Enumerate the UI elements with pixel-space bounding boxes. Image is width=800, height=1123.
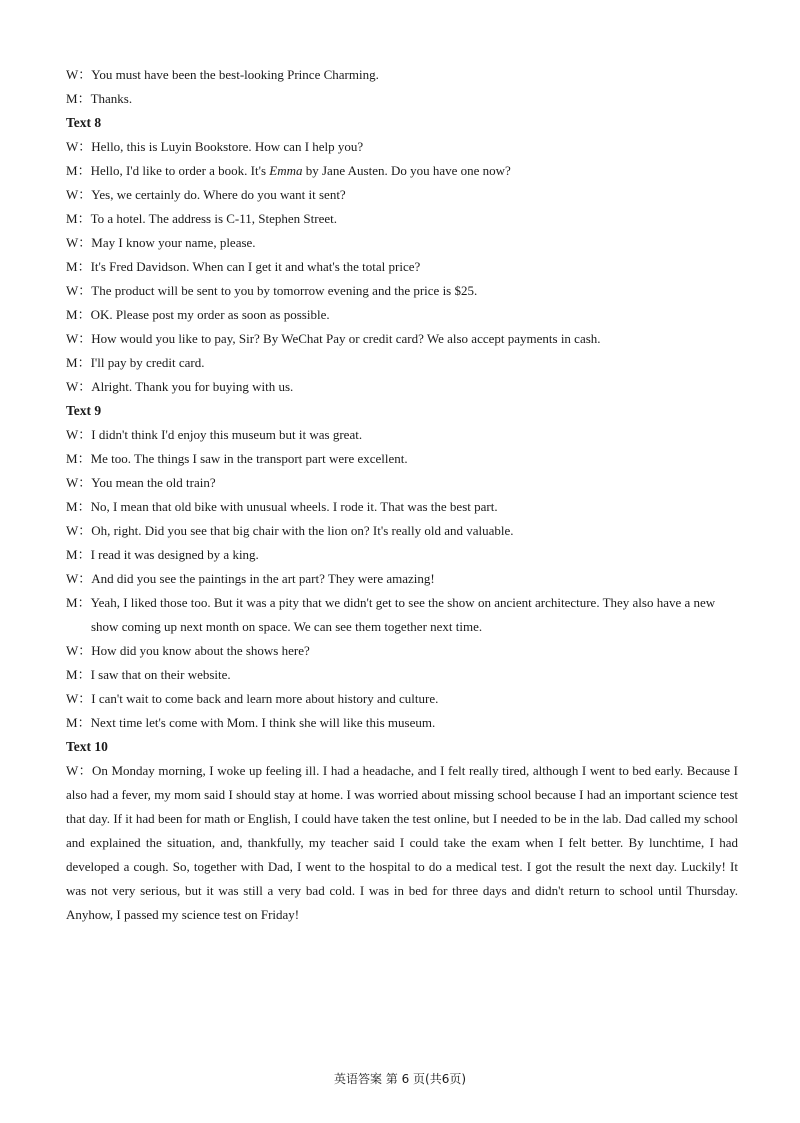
line-text: OK. Please post my order as soon as possible. [90,307,330,322]
dialogue-line [66,447,738,471]
dialogue-line [66,135,738,159]
speaker: W [66,691,79,706]
section-heading-text9: Text 9 [66,403,102,418]
dialogue-line [66,711,738,735]
dialogue-line [66,255,738,279]
dialogue-line [66,87,738,111]
speaker-sep: ： [77,211,91,226]
speaker: W [66,571,79,586]
line-text: Hello, I'd like to order a book. It's [90,163,270,178]
dialogue-line [66,279,738,303]
dialogue-line [66,303,738,327]
speaker-sep: ： [77,499,91,514]
line-text: How would you like to pay, Sir? By WeChat Pay or credit card? We also accept payments in cash. [91,331,601,346]
line-text: by Jane Austen. Do you have one now? [302,163,511,178]
speaker: M [66,547,78,562]
speaker-sep: ： [77,547,91,562]
line-text: Next time let's come with Mom. I think she will like this museum. [90,715,436,730]
dialogue-line [66,183,738,207]
speaker: W [66,331,79,346]
speaker: M [66,211,78,226]
line-text: May I know your name, please. [91,235,256,250]
speaker: W [66,523,79,538]
line-text: I can't wait to come back and learn more about history and culture. [91,691,439,706]
line-text: Alright. Thank you for buying with us. [91,379,294,394]
dialogue-line [66,663,738,687]
dialogue-line [66,543,738,567]
speaker: W [66,139,79,154]
speaker-sep: ： [77,667,91,682]
dialogue-line [66,687,738,711]
speaker-sep: ： [78,235,92,250]
speaker-sep: ： [77,259,91,274]
page-footer: 英语答案 第 6 页(共6页) [333,1072,467,1086]
dialogue-line [66,519,738,543]
line-text: I'll pay by credit card. [90,355,205,370]
line-text: The product will be sent to you by tomorrow evening and the price is $25. [91,283,478,298]
speaker-sep: ： [78,139,92,154]
dialogue-line [66,159,738,183]
dialogue-line [66,327,738,351]
transcript [66,63,738,927]
line-text: I didn't think I'd enjoy this museum but it was great. [91,427,363,442]
dialogue-line [66,231,738,255]
line-text: To a hotel. The address is C-11, Stephen Street. [90,211,337,226]
dialogue-line [66,495,738,519]
line-text: You must have been the best-looking Prince Charming. [91,67,379,82]
line-text: It's Fred Davidson. When can I get it and what's the total price? [90,259,421,274]
dialogue-line [66,567,738,591]
speaker-sep: ： [77,307,91,322]
speaker-sep: ： [77,451,91,466]
speaker: W [66,763,79,778]
speaker: M [66,163,78,178]
section-heading-text8: Text 8 [66,115,102,130]
speaker-sep: ： [78,571,92,586]
line-text: Yes, we certainly do. Where do you want it sent? [91,187,346,202]
speaker: W [66,427,79,442]
book-title: Emma [269,163,303,178]
speaker-sep: ： [77,163,91,178]
speaker: M [66,499,78,514]
speaker-sep: ： [77,91,91,106]
speaker: M [66,595,78,610]
section-heading-text10: Text 10 [66,739,108,754]
speaker-sep: ： [77,595,91,610]
speaker-sep: ： [78,283,92,298]
speaker-sep: ： [78,523,92,538]
line-text: Me too. The things I saw in the transport part were excellent. [90,451,408,466]
speaker-sep: ： [78,475,92,490]
passage-text: On Monday morning, I woke up feeling ill. I had a headache, and I felt really tired, although I went to bed early. Because I also had a fever, my mom said I should stay at home. I was worried about missing school because I had an important science test that day. If it had been for math or English, I could have taken the test online, but I needed to be in the lab. Dad called my school and explained the situation, and, thankfully, my teacher said I could take the exam when I felt better. By lunchtime, I had developed a cough. So, together with Dad, I went to the hospital to do a medical test. I got the result the next day. Luckily! It was not very serious, but it was still a very bad cold. I was in bed for three days and didn't return to school until Thursday. Anyhow, I passed my science test on Friday! [66,763,738,922]
speaker-sep: ： [78,643,92,658]
dialogue-line [66,207,738,231]
speaker-sep: ： [78,691,92,706]
speaker-sep: ： [78,331,92,346]
speaker: M [66,307,78,322]
speaker: W [66,475,79,490]
speaker: W [66,379,79,394]
line-text: Thanks. [90,91,133,106]
speaker: M [66,715,78,730]
line-text: I read it was designed by a king. [90,547,259,562]
speaker: M [66,451,78,466]
line-text: You mean the old train? [91,475,216,490]
speaker: W [66,187,79,202]
line-text: No, I mean that old bike with unusual wheels. I rode it. That was the best part. [90,499,498,514]
dialogue-line [66,471,738,495]
speaker: M [66,259,78,274]
line-text: How did you know about the shows here? [91,643,310,658]
monologue-passage [66,759,738,927]
dialogue-line [66,591,738,639]
speaker-sep: ： [78,763,92,778]
speaker: W [66,235,79,250]
speaker: W [66,643,79,658]
speaker-sep: ： [78,379,92,394]
speaker-sep: ： [77,355,91,370]
dialogue-line [66,351,738,375]
line-text: And did you see the paintings in the art part? They were amazing! [91,571,435,586]
speaker-sep: ： [78,67,92,82]
speaker: M [66,355,78,370]
line-text: Oh, right. Did you see that big chair with the lion on? It's really old and valuable. [91,523,514,538]
dialogue-line [66,639,738,663]
speaker-sep: ： [77,715,91,730]
speaker: M [66,667,78,682]
dialogue-line [66,423,738,447]
line-text: Yeah, I liked those too. But it was a pity that we didn't get to see the show on ancient architecture. They also have a new show coming up next month on space. We can see them together next time. [90,595,716,634]
speaker-sep: ： [78,187,92,202]
speaker: W [66,283,79,298]
speaker: W [66,67,79,82]
speaker-sep: ： [78,427,92,442]
speaker: M [66,91,78,106]
line-text: I saw that on their website. [90,667,231,682]
line-text: Hello, this is Luyin Bookstore. How can I help you? [91,139,364,154]
dialogue-line [66,375,738,399]
dialogue-line [66,63,738,87]
